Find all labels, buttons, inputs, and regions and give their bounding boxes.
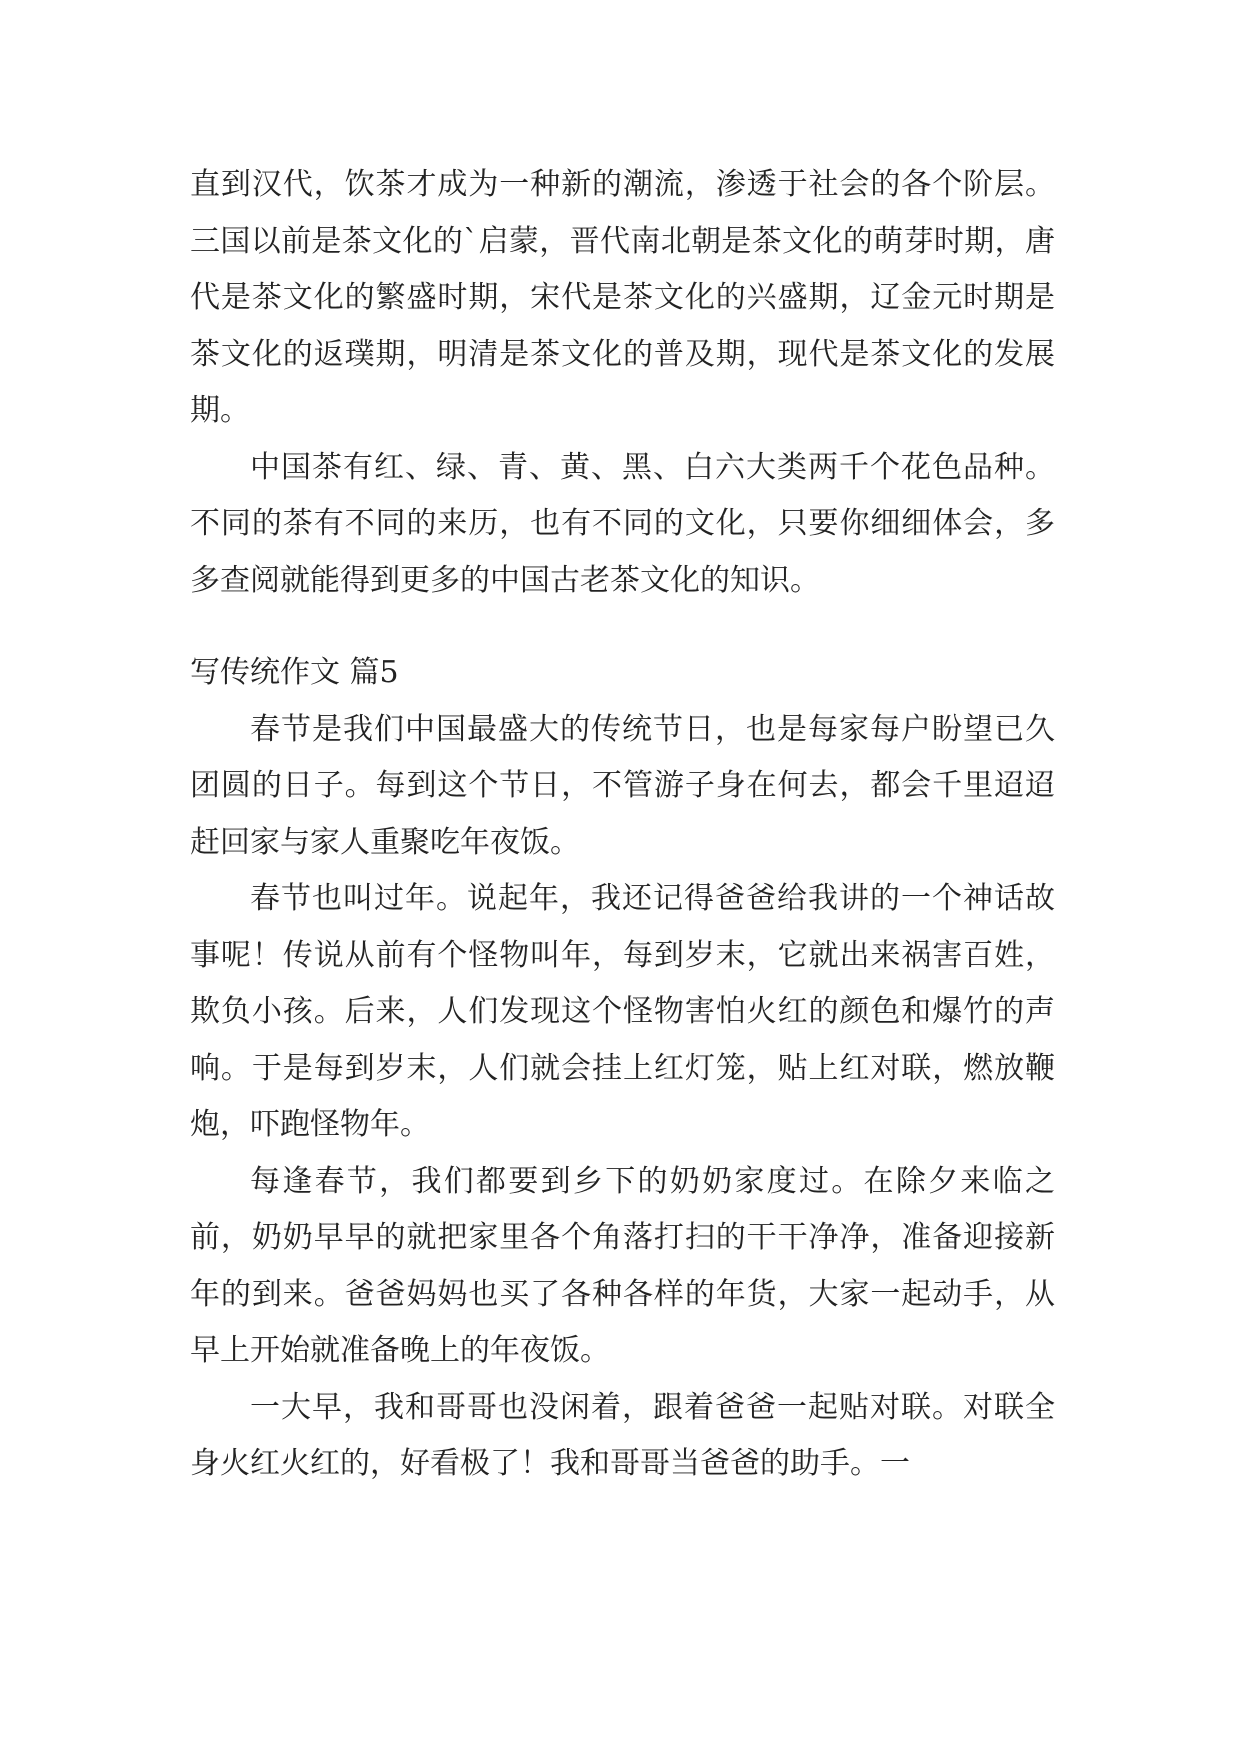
paragraph-nian-legend: 春节也叫过年。说起年，我还记得爸爸给我讲的一个神话故事呢！传说从前有个怪物叫年，每到岁末，它就出来祸害百姓，欺负小孩。后来，人们发现这个怪物害怕火红的颜色和爆竹的声响。于是每到岁末，人们就会挂上红灯笼，贴上红对联，燃放鞭炮，吓跑怪物年。: [190, 881, 1055, 1142]
paragraph-tea-history: 直到汉代，饮茶才成为一种新的潮流，渗透于社会的各个阶层。三国以前是茶文化的`启蒙，晋代南北朝是茶文化的萌芽时期，唐代是茶文化的繁盛时期，宋代是茶文化的兴盛期，辽金元时期是茶文化的返璞期，明清是茶文化的普及期，现代是茶文化的发展期。: [190, 167, 1055, 428]
paragraph-grandma-house: 每逢春节，我们都要到乡下的奶奶家度过。在除夕来临之前，奶奶早早的就把家里各个角落打扫的干干净净，准备迎接新年的到来。爸爸妈妈也买了各种各样的年货，大家一起动手，从早上开始就准备晚上的年夜饭。: [190, 1163, 1055, 1368]
paragraph-spring-festival-intro: 春节是我们中国最盛大的传统节日，也是每家每户盼望已久团圆的日子。每到这个节日，不管游子身在何去，都会千里迢迢赶回家与家人重聚吃年夜饭。: [190, 711, 1055, 860]
section-heading: 写传统作文 篇5: [190, 655, 399, 690]
paragraph-tea-types: 中国茶有红、绿、青、黄、黑、白六大类两千个花色品种。不同的茶有不同的来历，也有不同的文化，只要你细细体会，多多查阅就能得到更多的中国古老茶文化的知识。: [190, 449, 1055, 598]
paragraph-couplets: 一大早，我和哥哥也没闲着，跟着爸爸一起贴对联。对联全身火红火红的，好看极了！我和哥哥当爸爸的助手。一: [190, 1389, 1055, 1481]
document-page: [190, 157, 1055, 1493]
